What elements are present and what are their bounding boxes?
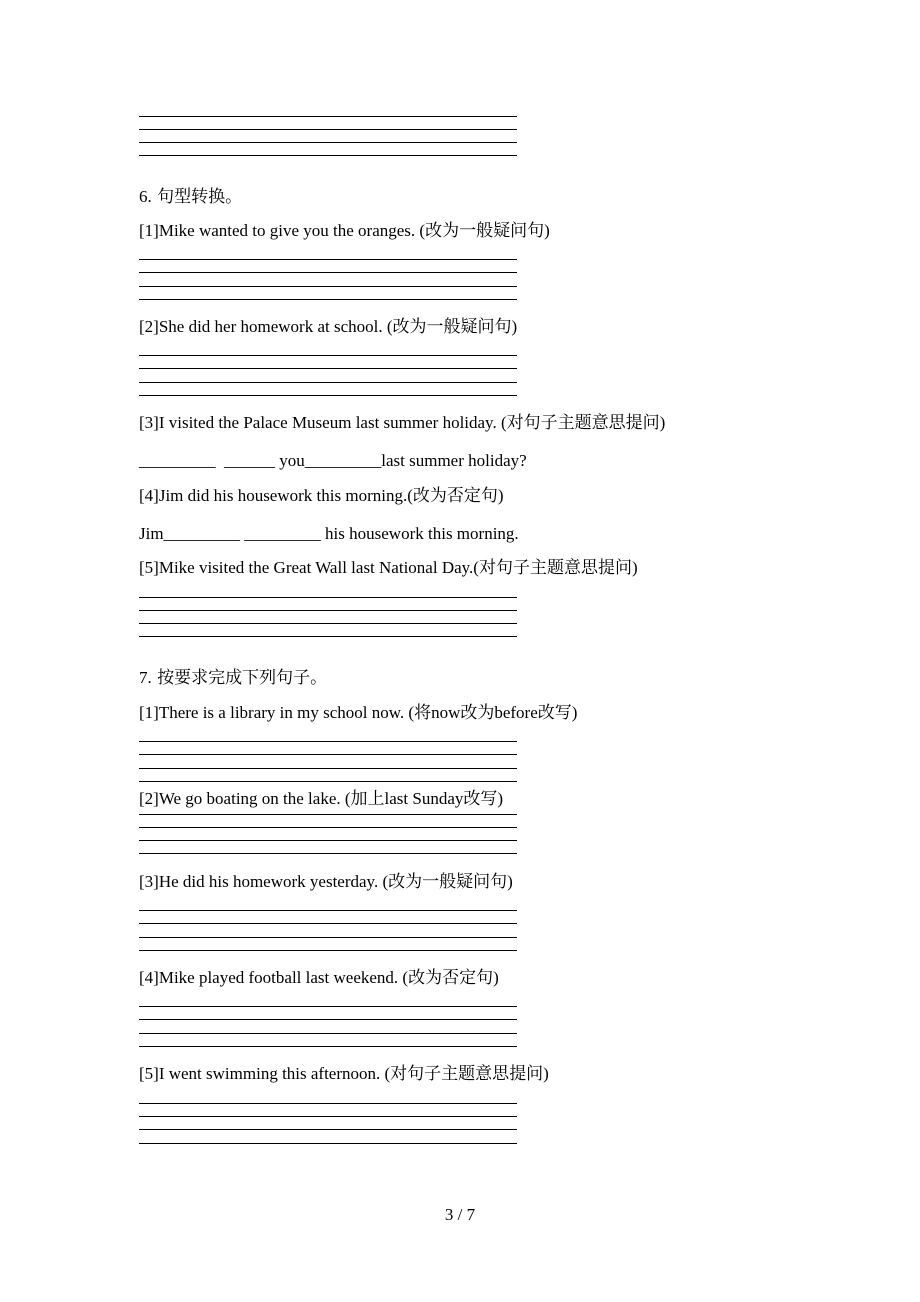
- answer-line: [139, 382, 517, 383]
- answer-line: [139, 623, 517, 624]
- section-6-title: 句型转换。: [157, 187, 243, 207]
- question-7-1: [1]There is a library in my school now. (将now改为before改写): [139, 703, 578, 722]
- answer-line: [139, 368, 517, 369]
- answer-line: [139, 395, 517, 396]
- answer-line: [139, 910, 517, 911]
- answer-line: [139, 610, 517, 611]
- answer-line: [139, 155, 517, 156]
- answer-line: [139, 299, 517, 300]
- answer-line: [139, 741, 517, 742]
- section-7-number: 7.: [139, 668, 152, 687]
- question-7-5: [5]I went swimming this afternoon. (对句子主题意思提问): [139, 1064, 549, 1083]
- answer-line: [139, 1006, 517, 1007]
- question-7-3: [3]He did his homework yesterday. (改为一般疑问句): [139, 872, 513, 891]
- question-6-3-answer-blanks: _________ ______ you_________last summer holiday?: [139, 451, 527, 470]
- answer-line: [139, 1143, 517, 1144]
- answer-line: [139, 1019, 517, 1020]
- answer-line: [139, 129, 517, 130]
- answer-line: [139, 272, 517, 273]
- page-number: 3 / 7: [444, 1205, 476, 1224]
- section-7-title: 按要求完成下列句子。: [157, 668, 328, 688]
- answer-line: [139, 1129, 517, 1130]
- answer-line: [139, 814, 517, 815]
- answer-line: [139, 754, 517, 755]
- answer-line: [139, 142, 517, 143]
- answer-line: [139, 768, 517, 769]
- answer-line: [139, 923, 517, 924]
- answer-line: [139, 840, 517, 841]
- answer-line: [139, 597, 517, 598]
- section-6-heading: [139, 186, 242, 208]
- answer-line: [139, 355, 517, 356]
- question-6-4-answer-blanks: Jim_________ _________ his housework this morning.: [139, 524, 519, 543]
- answer-line: [139, 1046, 517, 1047]
- question-6-4: [4]Jim did his housework this morning.(改为否定句): [139, 486, 504, 505]
- answer-line: [139, 853, 517, 854]
- question-6-1: [1]Mike wanted to give you the oranges. (改为一般疑问句): [139, 221, 550, 240]
- question-6-5: [5]Mike visited the Great Wall last National Day.(对句子主题意思提问): [139, 558, 638, 577]
- question-7-4: [4]Mike played football last weekend. (改为否定句): [139, 968, 499, 987]
- question-6-3: [3]I visited the Palace Museum last summer holiday. (对句子主题意思提问): [139, 413, 666, 432]
- answer-line: [139, 827, 517, 828]
- question-6-2: [2]She did her homework at school. (改为一般疑问句): [139, 317, 518, 336]
- answer-line: [139, 1116, 517, 1117]
- answer-line: [139, 781, 517, 782]
- section-7-heading: [139, 667, 327, 689]
- answer-line: [139, 259, 517, 260]
- answer-line: [139, 1033, 517, 1034]
- answer-line: [139, 937, 517, 938]
- answer-line: [139, 1103, 517, 1104]
- answer-line: [139, 636, 517, 637]
- answer-line: [139, 116, 517, 117]
- question-7-2: [2]We go boating on the lake. (加上last Sunday改写): [139, 789, 504, 808]
- answer-line: [139, 950, 517, 951]
- section-6-number: 6.: [139, 187, 152, 206]
- answer-line: [139, 286, 517, 287]
